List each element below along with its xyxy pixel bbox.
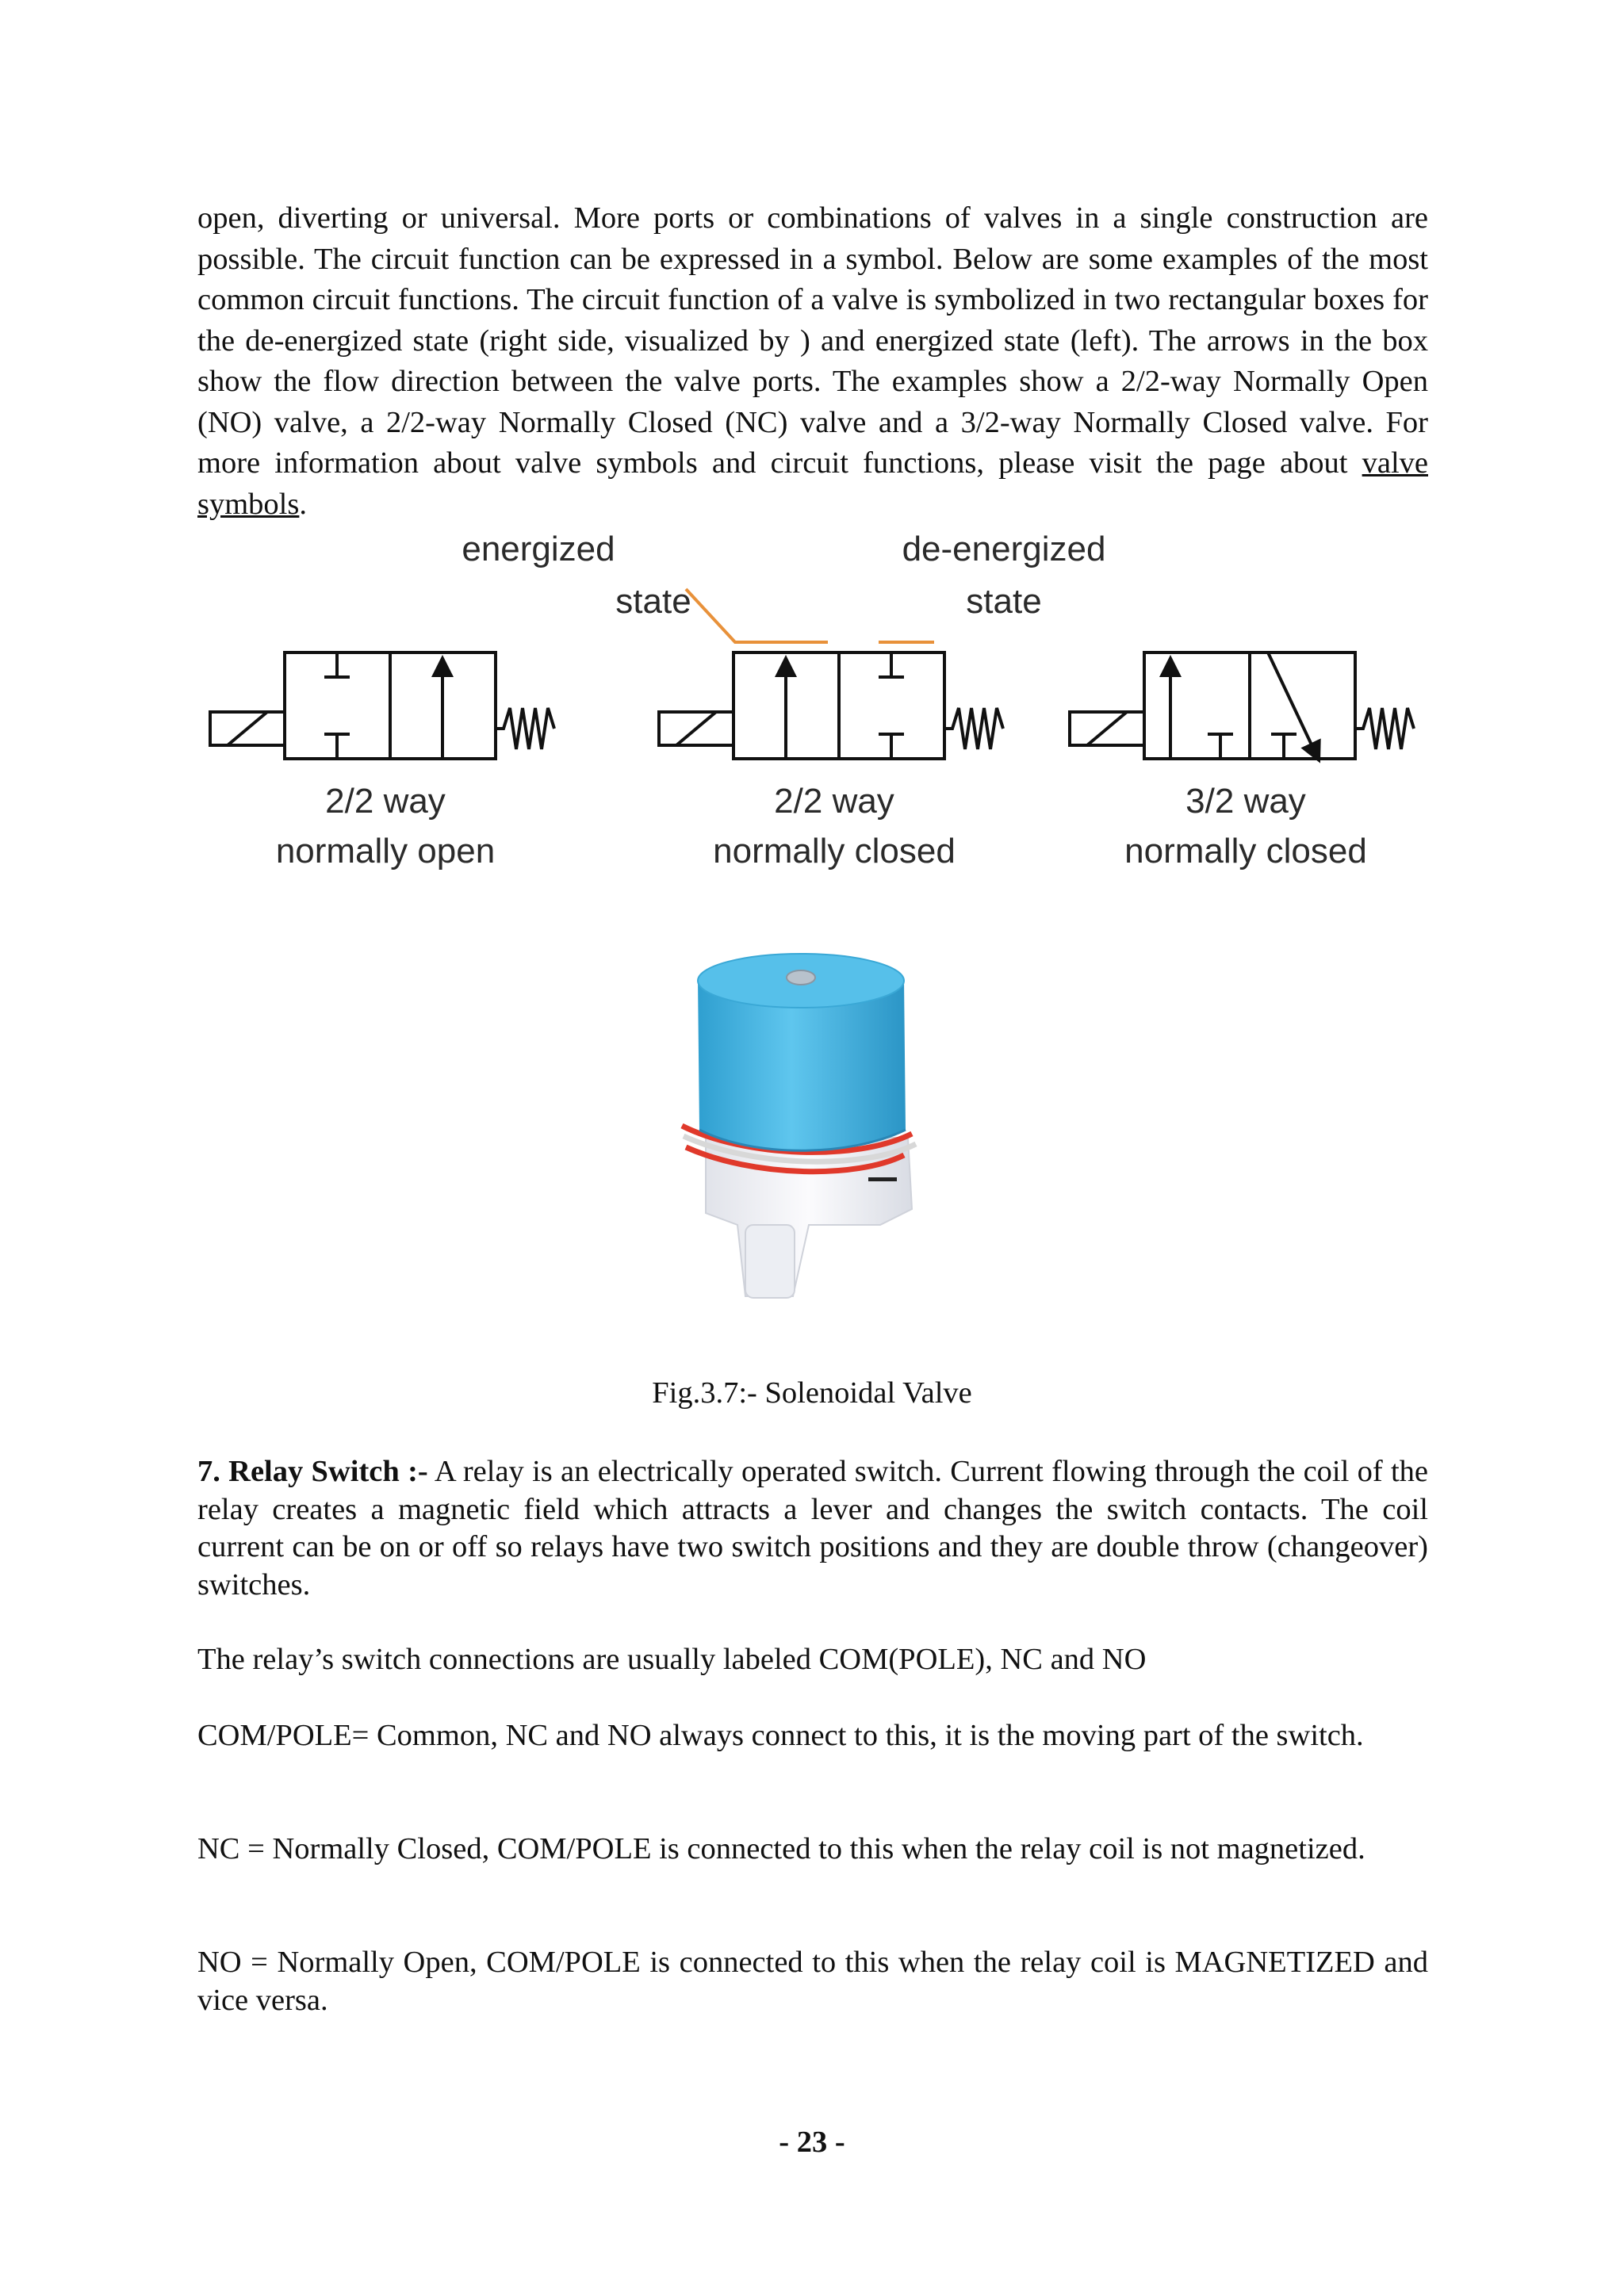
deenergized-state-label: state: [966, 582, 1042, 621]
energized-state-label: state: [615, 582, 691, 621]
relay-heading: 7. Relay Switch :-: [197, 1455, 428, 1488]
coil-nut-icon: [787, 970, 815, 985]
spring-icon: [944, 708, 1003, 749]
valve-2-2-normally-closed-symbol: [659, 652, 1003, 759]
figure-caption: Fig.3.7:- Solenoidal Valve: [652, 1376, 972, 1410]
relay-intro-paragraph: [197, 1453, 1428, 1604]
valve-2-type-label: 2/2 way: [774, 782, 894, 821]
valve-symbols-diagram: [197, 523, 1428, 896]
spring-icon: [1355, 708, 1414, 749]
intro-period: .: [299, 487, 307, 521]
energized-label: energized: [462, 530, 615, 568]
valve-symbols-link[interactable]: valve symbols: [197, 446, 1428, 521]
valve-1-type-label: 2/2 way: [325, 782, 446, 821]
page-number: - 23 -: [779, 2126, 845, 2159]
relay-connections-paragraph: The relay’s switch connections are usually labeled COM(POLE), NC and NO: [197, 1643, 1147, 1676]
solenoid-valve-photo: [650, 947, 959, 1312]
intro-text: open, diverting or universal. More ports or combinations of valves in a single construction are possible. The circuit function can be expressed in a symbol. Below are some examples of the most common circuit functions. The circuit function of a valve is symbolized in two rectangular boxes for the de-energized state (right side, visualized by ) and energized state (left). The arrows in the box show the flow direction between the valve ports. The examples show a 2/2-way Normally Open (NO) valve, a 2/2-way Normally Closed (NC) valve and a 3/2-way Normally Closed valve. For more information about valve symbols and circuit functions, please visit the page about: [197, 201, 1428, 480]
solenoid-coil: [698, 954, 906, 1150]
valve-3-state-label: normally closed: [1124, 832, 1367, 871]
state-pointer-lines: [686, 589, 934, 642]
valve-2-state-label: normally closed: [713, 832, 956, 871]
relay-no-paragraph: NO = Normally Open, COM/POLE is connected to this when the relay coil is MAGNETIZED and vice versa.: [197, 1946, 1428, 2017]
relay-nc-paragraph: NC = Normally Closed, COM/POLE is connected to this when the relay coil is not magnetized.: [197, 1832, 1365, 1866]
valve-3-type-label: 3/2 way: [1185, 782, 1306, 821]
intro-paragraph: [197, 198, 1428, 525]
deenergized-label: de-energized: [902, 530, 1106, 568]
valve-1-state-label: normally open: [275, 832, 496, 871]
spring-icon: [496, 708, 554, 749]
valve-2-2-normally-open-symbol: [210, 652, 554, 759]
valve-3-2-normally-closed-symbol: [1070, 652, 1414, 759]
relay-intro-text: A relay is an electrically operated switch. Current flowing through the coil of the relay creates a magnetic field which attracts a lever and changes the switch contacts. The coil current can be on or off so relays have two switch positions and they are double throw (changeover) switches.: [197, 1455, 1428, 1601]
relay-com-paragraph: COM/POLE= Common, NC and NO always connect to this, it is the moving part of the switch.: [197, 1719, 1364, 1752]
